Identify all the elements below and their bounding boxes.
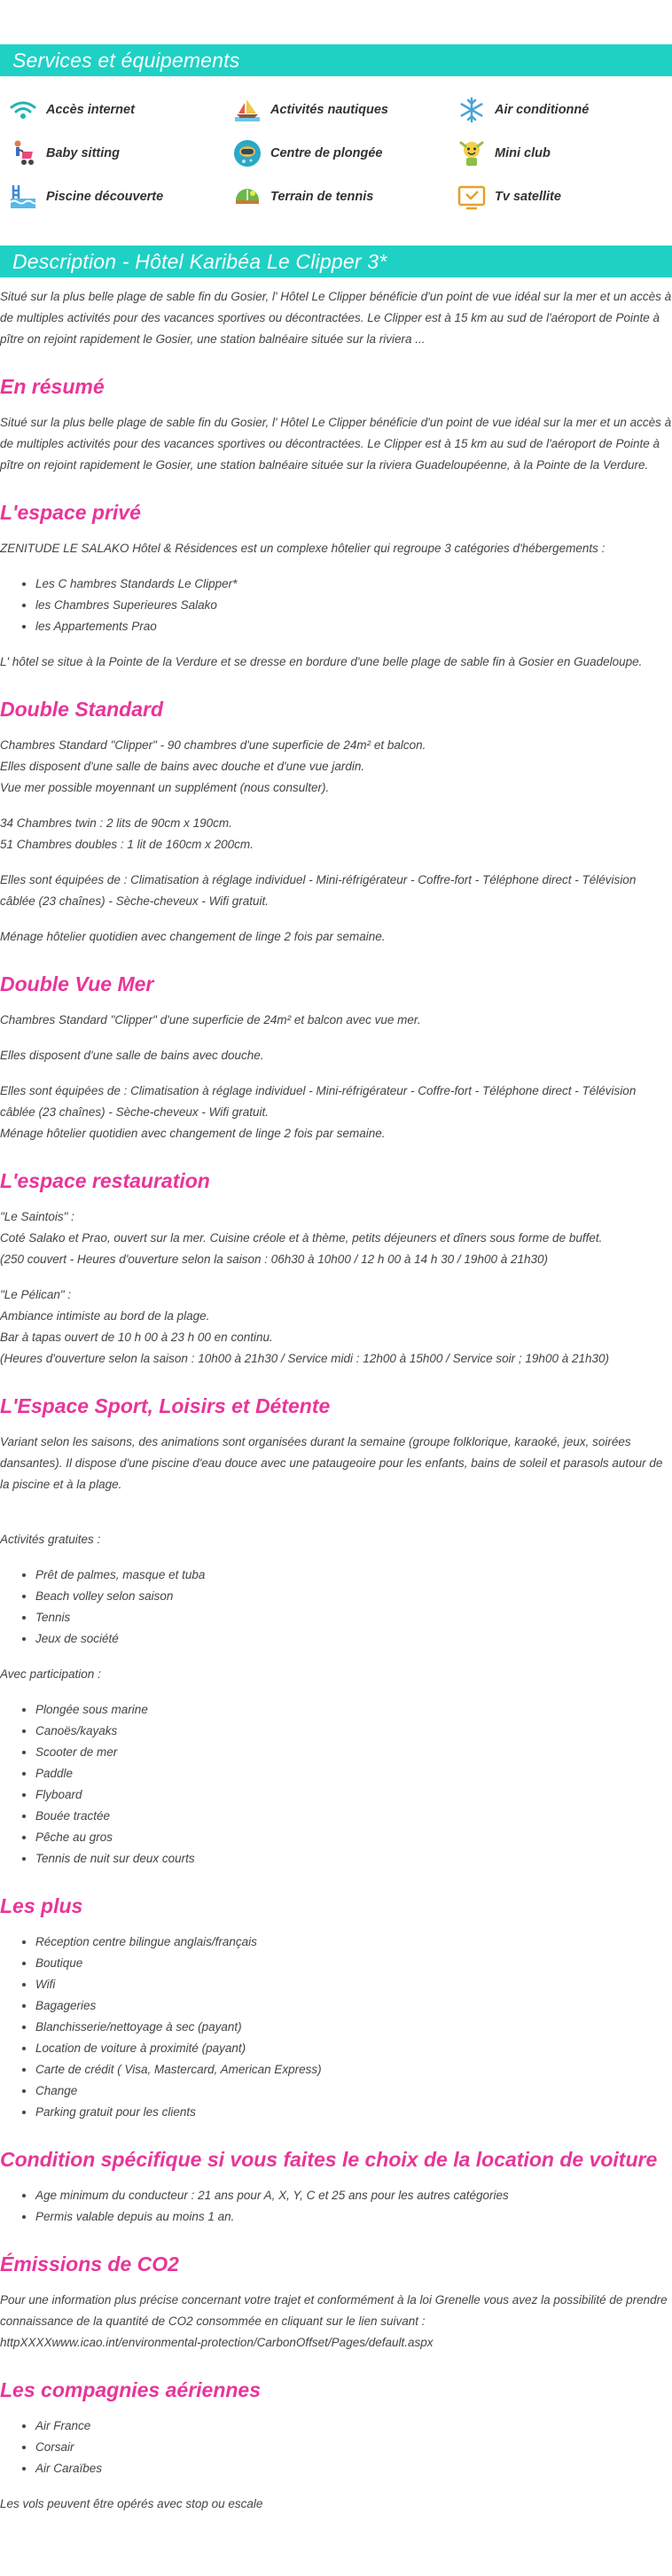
service-label: Terrain de tennis: [270, 189, 374, 204]
list-item: • Scooter de mer: [35, 1742, 672, 1763]
double-standard-beds: [0, 813, 672, 855]
double-vue-mer-title: Double Vue Mer: [0, 972, 154, 995]
list-item: • Les C hambres Standards Le Clipper*: [35, 574, 672, 595]
restaurant-saintois: [0, 1206, 672, 1270]
list-item: • Corsair: [35, 2437, 672, 2458]
text-line: "Le Pélican" :: [0, 1288, 72, 1301]
service-nautiques: [233, 94, 457, 125]
double-vue-mer-line2: Elles disposent d'une salle de bains avec douche.: [0, 1049, 264, 1062]
text-line: Elles sont équipées de : Climatisation à réglage individuel - Mini-réfrigérateur - Coffre-fort - Téléphone direct - Télévision câblée (23 chaînes) - Sèche-cheveux - Wifi gratuit.: [0, 1084, 637, 1119]
espace-prive-intro: ZENITUDE LE SALAKO Hôtel & Résidences est un complexe hôtelier qui regroupe 3 catégories d'hébergements :: [0, 542, 606, 555]
text-line: Coté Salako et Prao, ouvert sur la mer. Cuisine créole et à thème, petits déjeuners et dîners sous forme de buffet.: [0, 1231, 603, 1245]
list-item: • Jeux de société: [35, 1628, 672, 1650]
list-item: • Bouée tractée: [35, 1806, 672, 1827]
list-item: • Tennis de nuit sur deux courts: [35, 1848, 672, 1870]
les-plus-title: Les plus: [0, 1894, 83, 1917]
double-standard-menage: Ménage hôtelier quotidien avec changement de linge 2 fois par semaine.: [0, 930, 386, 943]
list-item: • Canoës/kayaks: [35, 1721, 672, 1742]
service-label: Air conditionné: [495, 102, 590, 117]
list-item: • Wifi: [35, 1974, 672, 1995]
list-item: • Paddle: [35, 1763, 672, 1784]
service-miniclub: [457, 137, 672, 168]
sport-paid-list: [0, 1699, 672, 1870]
text-line: 34 Chambres twin : 2 lits de 90cm x 190cm.: [0, 816, 232, 830]
diving-icon: [233, 139, 262, 168]
text-line: Bar à tapas ouvert de 10 h 00 à 23 h 00 en continu.: [0, 1331, 273, 1344]
description-intro: Situé sur la plus belle plage de sable fin du Gosier, l' Hôtel Le Clipper bénéficie d'un point de vue idéal sur la mer et un accès à de multiples activités pour des vacances sportives ou décontractées. Le Clipper est à 15 km au sud de l'aéroport de Pointe à pître on rejoint rapidement le Gosier, une station balnéaire située sur la riviera ...: [0, 290, 672, 346]
service-label: Tv satellite: [495, 189, 561, 204]
list-item: • Pêche au gros: [35, 1827, 672, 1848]
list-item: • Age minimum du conducteur : 21 ans pour A, X, Y, C et 25 ans pour les autres catégories: [35, 2185, 672, 2206]
list-item: • Location de voiture à proximité (payant): [35, 2038, 672, 2059]
condition-list: [0, 2185, 672, 2228]
list-item: • les Chambres Superieures Salako: [35, 595, 672, 616]
text-line: Pour une information plus précise concernant votre trajet et conformément à la loi Grenelle vous avez la possibilité de prendre connaissance de la quantité de CO2 consommée en cliquant sur le lien suivant :: [0, 2293, 668, 2328]
resume-text: Situé sur la plus belle plage de sable fin du Gosier, l' Hôtel Le Clipper bénéficie d'un point de vue idéal sur la mer et un accès à de multiples activités pour des vacances sportives ou décontractées. Le Clipper est à 15 km au sud de l'aéroport de Pointe à pître on rejoint rapidement le Gosier, une station balnéaire située sur la riviera Guadeloupéenne, à la Pointe de la Verdure.: [0, 416, 672, 472]
double-standard-equipment: Elles sont équipées de : Climatisation à réglage individuel - Mini-réfrigérateur - Coffre-fort - Téléphone direct - Télévision câblée (23 chaînes) - Sèche-cheveux - Wifi gratuit.: [0, 873, 637, 908]
text-line: Ménage hôtelier quotidien avec changement de linge 2 fois par semaine.: [0, 1127, 386, 1140]
spacer: [0, 1510, 672, 1529]
list-item: • les Appartements Prao: [35, 616, 672, 637]
description-header: Description - Hôtel Karibéa Le Clipper 3*: [0, 246, 672, 277]
list-item: • Réception centre bilingue anglais/français: [35, 1932, 672, 1953]
text-line: Chambres Standard "Clipper" - 90 chambres d'une superficie de 24m² et balcon.: [0, 738, 426, 752]
text-line: (250 couvert - Heures d'ouverture selon la saison : 06h30 à 10h00 / 12 h 00 à 14 h 30 / 19h00 à 21h30): [0, 1253, 549, 1266]
service-label: Activités nautiques: [270, 102, 388, 117]
snowflake-icon: [457, 96, 486, 124]
service-label: Piscine découverte: [46, 189, 164, 204]
compagnies-list: [0, 2416, 672, 2479]
list-item: • Plongée sous marine: [35, 1699, 672, 1721]
wifi-icon: [9, 96, 37, 124]
service-label: Accès internet: [46, 102, 135, 117]
compagnies-title: Les compagnies aériennes: [0, 2378, 262, 2401]
sport-intro: Variant selon les saisons, des animations sont organisées durant la semaine (groupe folklorique, karaoké, jeux, soirées dansantes). Il dispose d'une piscine d'eau douce avec une pataugeoire pour les enfants, bains de soleil et parasols autour de la piscine et à la plage.: [0, 1435, 663, 1491]
double-vue-mer-equipment: [0, 1081, 672, 1144]
restaurant-pelican: [0, 1284, 672, 1370]
kids-icon: [457, 139, 486, 168]
stroller-icon: [9, 139, 37, 168]
text-line: Vue mer possible moyennant un supplément (nous consulter).: [0, 781, 330, 794]
double-vue-mer-line1: Chambres Standard "Clipper" d'une superficie de 24m² et balcon avec vue mer.: [0, 1013, 421, 1026]
service-internet: [9, 94, 233, 125]
list-item: • Boutique: [35, 1953, 672, 1974]
espace-prive-outro: L' hôtel se situe à la Pointe de la Verdure et se dresse en bordure d'une belle plage de sable fin à Gosier en Guadeloupe.: [0, 655, 643, 668]
list-item: • Beach volley selon saison: [35, 1586, 672, 1607]
co2-title: Émissions de CO2: [0, 2252, 179, 2275]
service-tennis: [233, 181, 457, 212]
tennis-icon: [233, 183, 262, 211]
co2-text: [0, 2290, 672, 2354]
text-line: (Heures d'ouverture selon la saison : 10h00 à 21h30 / Service midi : 12h00 à 15h00 / Service soir ; 19h00 à 21h30): [0, 1352, 610, 1365]
service-tv: [457, 181, 672, 212]
tv-icon: [457, 183, 486, 211]
condition-title: Condition spécifique si vous faites le choix de la location de voiture: [0, 2148, 658, 2171]
service-plongee: [233, 137, 457, 168]
list-item: • Blanchisserie/nettoyage à sec (payant): [35, 2017, 672, 2038]
pool-icon: [9, 183, 37, 211]
service-label: Centre de plongée: [270, 145, 383, 160]
list-item: • Tennis: [35, 1607, 672, 1628]
sport-title: L'Espace Sport, Loisirs et Détente: [0, 1394, 331, 1417]
text-line: Elles disposent d'une salle de bains avec douche et d'une vue jardin.: [0, 760, 365, 773]
boat-icon: [233, 96, 262, 124]
sport-free-label: Activités gratuites :: [0, 1533, 101, 1546]
co2-link: httpXXXXwww.icao.int/environmental-protection/CarbonOffset/Pages/default.aspx: [0, 2336, 434, 2349]
list-item: • Flyboard: [35, 1784, 672, 1806]
service-label: Baby sitting: [46, 145, 120, 160]
list-item: • Bagageries: [35, 1995, 672, 2017]
text-line: "Le Saintois" :: [0, 1210, 74, 1223]
les-plus-list: [0, 1932, 672, 2123]
espace-prive-list: [0, 574, 672, 637]
text-line: 51 Chambres doubles : 1 lit de 160cm x 200cm.: [0, 838, 254, 851]
double-standard-title: Double Standard: [0, 698, 164, 721]
sport-paid-label: Avec participation :: [0, 1667, 101, 1681]
service-babysitting: [9, 137, 233, 168]
sport-free-list: [0, 1565, 672, 1650]
service-clim: [457, 94, 672, 125]
list-item: • Change: [35, 2080, 672, 2102]
compagnies-note: Les vols peuvent être opérés avec stop ou escale: [0, 2497, 263, 2510]
text-line: Ambiance intimiste au bord de la plage.: [0, 1309, 210, 1323]
list-item: • Air Caraïbes: [35, 2458, 672, 2479]
services-grid: [0, 94, 672, 212]
resume-title: En résumé: [0, 375, 105, 398]
list-item: • Air France: [35, 2416, 672, 2437]
services-header: Services et équipements: [0, 44, 672, 76]
list-item: • Prêt de palmes, masque et tuba: [35, 1565, 672, 1586]
list-item: • Parking gratuit pour les clients: [35, 2102, 672, 2123]
double-standard-desc: [0, 735, 672, 799]
espace-prive-title: L'espace privé: [0, 501, 141, 524]
list-item: • Carte de crédit ( Visa, Mastercard, American Express): [35, 2059, 672, 2080]
restauration-title: L'espace restauration: [0, 1169, 210, 1192]
service-piscine: [9, 181, 233, 212]
service-label: Mini club: [495, 145, 551, 160]
list-item: • Permis valable depuis au moins 1 an.: [35, 2206, 672, 2228]
